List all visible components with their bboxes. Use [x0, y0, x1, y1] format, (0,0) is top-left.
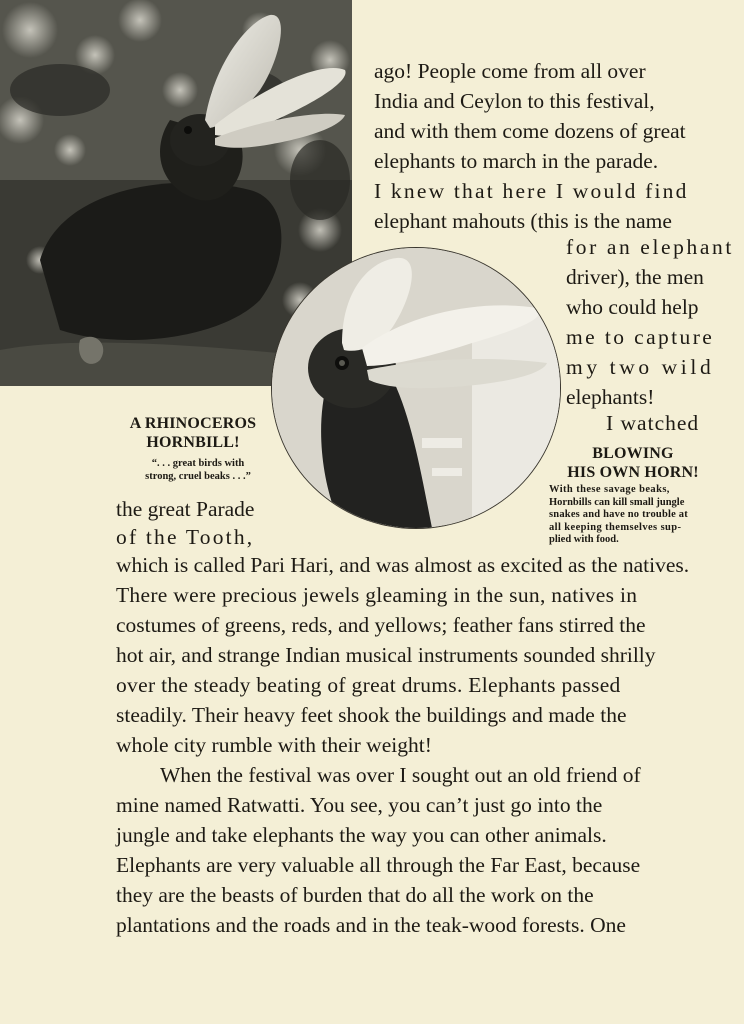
caption-line: “. . . great birds with — [151, 458, 245, 469]
caption-left-text — [116, 458, 280, 483]
body-line: over the steady beating of great drums. Elephants passed — [116, 673, 621, 697]
body-line: I watched — [606, 411, 700, 435]
body-line: me to capture — [566, 325, 715, 349]
body-line: whole city rumble with their weight! — [116, 733, 432, 757]
body-line: India and Ceylon to this festival, — [374, 89, 655, 113]
body-line: plantations and the roads and in the teak-wood forests. One — [116, 913, 626, 937]
caption-left-title — [110, 414, 276, 452]
body-line: hot air, and strange Indian musical instruments sounded shrilly — [116, 643, 656, 667]
body-line: which is called Pari Hari, and was almost as excited as the natives. — [116, 553, 690, 577]
caption-line: Hornbills can kill small jungle — [549, 496, 685, 508]
body-line: When the festival was over I sought out an old friend of — [160, 763, 641, 787]
body-line: the great Parade — [116, 497, 255, 521]
body-line: Elephants are very valuable all through the Far East, because — [116, 853, 641, 877]
body-line: they are the beasts of burden that do all the work on the — [116, 883, 594, 907]
body-line: and with them come dozens of great — [374, 119, 686, 143]
caption-line: HIS OWN HORN! — [567, 464, 699, 481]
caption-line: With these savage beaks, — [549, 484, 670, 495]
caption-right-text — [549, 484, 727, 547]
body-line: who could help — [566, 295, 699, 319]
caption-right-title — [540, 444, 726, 482]
body-line: jungle and take elephants the way you can other animals. — [116, 823, 607, 847]
body-line: driver), the men — [566, 265, 704, 289]
caption-line: A RHINOCEROS — [129, 415, 257, 432]
body-line: elephants to march in the parade. — [374, 149, 659, 173]
caption-line: BLOWING — [592, 445, 674, 462]
body-line: elephant mahouts (this is the name — [374, 209, 672, 233]
caption-line: HORNBILL! — [146, 434, 240, 451]
body-line: my two wild — [566, 355, 715, 379]
body-line: for an elephant — [566, 235, 734, 259]
caption-line: all keeping themselves sup- — [549, 521, 682, 533]
body-line: of the Tooth, — [116, 525, 255, 549]
caption-line: plied with food. — [549, 534, 619, 545]
body-line: costumes of greens, reds, and yellows; feather fans stirred the — [116, 613, 646, 637]
body-line: I knew that here I would find — [374, 179, 689, 203]
body-line: elephants! — [566, 385, 655, 409]
body-line: mine named Ratwatti. You see, you can’t just go into the — [116, 793, 603, 817]
caption-line: strong, cruel beaks . . .” — [145, 470, 251, 482]
caption-line: snakes and have no trouble at — [549, 509, 688, 520]
hornbill-closeup-photo — [272, 248, 560, 528]
body-line: steadily. Their heavy feet shook the buildings and made the — [116, 703, 627, 727]
body-line: There were precious jewels gleaming in the sun, natives in — [116, 583, 638, 607]
body-line: ago! People come from all over — [374, 59, 646, 83]
